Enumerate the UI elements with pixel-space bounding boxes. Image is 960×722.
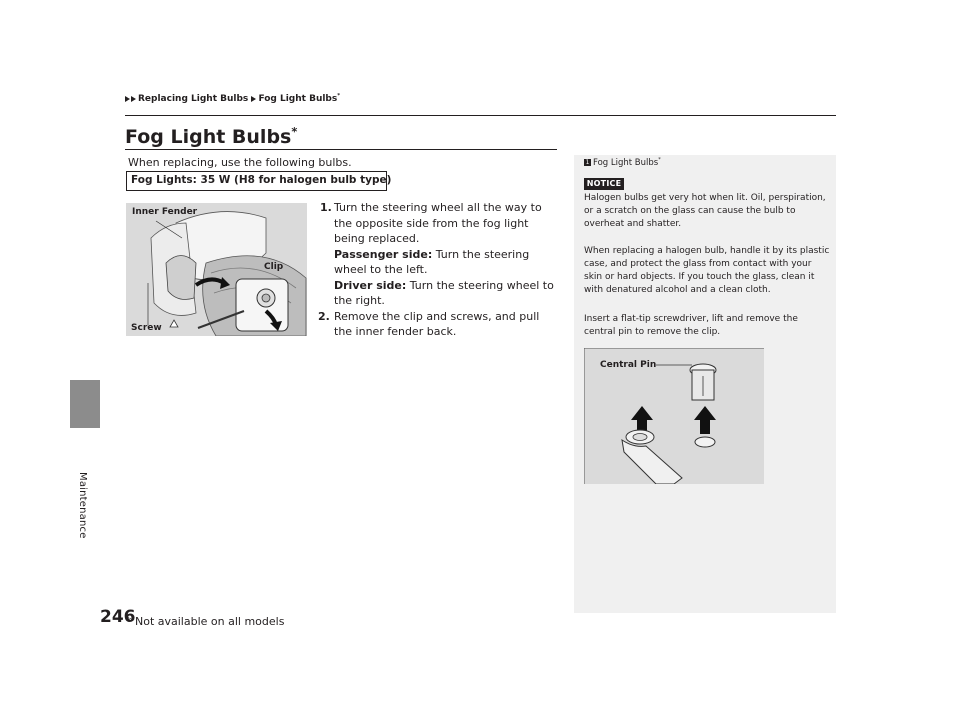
label-central-pin: Central Pin (600, 360, 657, 370)
passenger-side-text: Turn the steering wheel to the left. (334, 247, 530, 276)
label-clip: Clip (264, 262, 284, 272)
driver-side-label: Driver side: (334, 278, 407, 292)
driver-side-note (334, 278, 558, 309)
side-note-header (584, 158, 661, 168)
breadcrumb-arrow-icon (131, 96, 136, 102)
section-tab-marker (70, 380, 100, 428)
reference-icon: 1 (585, 159, 590, 166)
side-note-mark: * (658, 157, 661, 164)
step-text: Turn the steering wheel all the way to the opposite side from the fog light being replaced. (334, 201, 542, 245)
handling-paragraph: When replacing a halogen bulb, handle it by its plastic case, and protect the glass from contact with your skin or hard objects. If you touch the glass, clean it with denatured alcohol and a clean cloth. (584, 246, 830, 295)
procedure-steps (318, 200, 558, 340)
central-pin-illustration (584, 348, 764, 484)
label-inner-fender: Inner Fender (132, 207, 198, 217)
section-tab-label: Maintenance (77, 472, 88, 539)
clip-removal-paragraph: Insert a flat-tip screwdriver, lift and remove the central pin to remove the clip. (584, 314, 798, 337)
step-1 (318, 200, 558, 309)
page-title (125, 126, 297, 148)
breadcrumb-current[interactable]: Fog Light Bulbs (258, 94, 338, 104)
bulb-spec-box: Fog Lights: 35 W (H8 for halogen bulb type) (126, 171, 387, 191)
label-screw: Screw (131, 323, 162, 333)
breadcrumb-parent[interactable]: Replacing Light Bulbs (138, 94, 249, 104)
notice-paragraph: Halogen bulbs get very hot when lit. Oil, perspiration, or a scratch on the glass can cause the bulb to overheat and shatter. (584, 193, 826, 229)
inner-fender-illustration (126, 203, 307, 336)
side-note-title: Fog Light Bulbs (593, 158, 659, 168)
footnote: * Not available on all models (126, 615, 285, 628)
intro-text: When replacing, use the following bulbs. (128, 156, 352, 169)
step-2 (318, 309, 558, 340)
passenger-side-note (334, 247, 558, 278)
breadcrumb (125, 94, 340, 104)
breadcrumb-arrow-icon (251, 96, 256, 102)
breadcrumb-mark: * (337, 93, 341, 99)
page-title-text: Fog Light Bulbs (125, 126, 292, 148)
passenger-side-label: Passenger side: (334, 247, 433, 261)
step-number: 2. (318, 309, 330, 323)
step-text: Remove the clip and screws, and pull the inner fender back. (334, 309, 540, 338)
driver-side-text: Turn the steering wheel to the right. (334, 278, 554, 307)
breadcrumb-arrow-icon (125, 96, 130, 102)
step-number: 1. (320, 201, 332, 214)
notice-badge: NOTICE (584, 178, 624, 190)
page-number: 246 (100, 607, 136, 627)
header-rule (125, 115, 836, 116)
page-title-mark: * (291, 124, 298, 139)
title-rule (125, 149, 557, 150)
